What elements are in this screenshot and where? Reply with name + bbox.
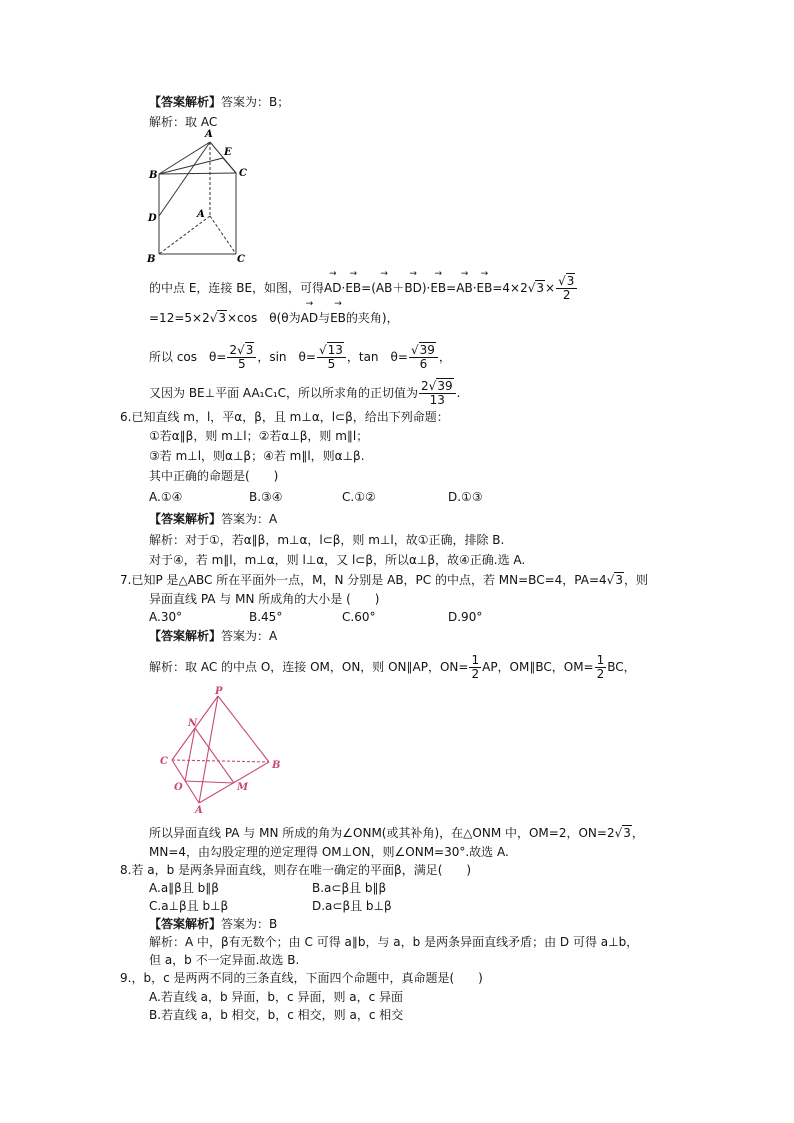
fig-label-A: A (205, 129, 213, 140)
q7-option-c: C.60° (342, 610, 376, 624)
vector-EB: → EB (330, 310, 346, 326)
text-seg: 的中点 E，连接 BE，如图，可得 (149, 281, 325, 295)
text-seg: ， (438, 350, 451, 364)
q5-answer-line (149, 94, 289, 110)
q8-option-d: D.a⊂β且 b⊥β (312, 899, 392, 913)
fraction-answer: $\frac{2√39}{13}$ (419, 380, 456, 407)
answer-text: 答案为：B (221, 917, 278, 931)
radicand: 3 (615, 573, 623, 587)
q7-option-a: A.30° (149, 610, 183, 624)
q7-stem-2: 异面直线 PA 与 MN 所成角的大小是 ( ) (149, 592, 380, 606)
q5-line3 (149, 344, 451, 371)
q6-prop-2: ③若 m⊥l，则α⊥β；④若 m∥l，则α⊥β. (149, 449, 365, 463)
text-seg: BC， (607, 660, 636, 674)
text-seg: ， (631, 826, 644, 840)
fraction: $\frac{√3}{2}$ (556, 275, 577, 302)
vector-EB: → EB (477, 280, 493, 296)
answer-tag: 【答案解析】 (149, 95, 222, 109)
text-seg: =12=5×2 (149, 311, 210, 325)
text-seg: =4×2 (492, 281, 528, 295)
text-seg: 所以异面直线 PA 与 MN 所成的角为∠ONM(或其补角)，在△ONM 中，OM=2，ON=2 (149, 826, 615, 840)
text-seg: 的夹角)， (345, 311, 399, 325)
fig-label-M: M (237, 782, 249, 793)
q5-analysis-start: 解析：取 AC (149, 115, 218, 129)
fig-label-N: N (188, 718, 198, 729)
text-seg: 与 (318, 311, 331, 325)
vector-EB: → EB (430, 280, 446, 296)
fraction-tan: $\frac{√39}{6}$ (409, 344, 438, 371)
text-seg: 解析：取 AC 的中点 O，连接 OM，ON，则 ON∥AP，ON= (149, 660, 469, 674)
q6-stem: 6.已知直线 m，l，平α，β，且 m⊥α，l⊂β，给出下列命题： (120, 410, 449, 424)
q6-option-b: B.③④ (249, 490, 283, 504)
text-seg: × (545, 281, 556, 295)
q6-option-a: A.①④ (149, 490, 183, 504)
q5-line4 (149, 380, 460, 407)
answer-text: 答案为：B； (221, 95, 290, 109)
text-seg: ×cos θ(θ为 (227, 311, 301, 325)
q7-analysis-2: 所以异面直线 PA 与 MN 所成的角为∠ONM(或其补角)，在△ONM 中，OM=2，ON=2√3， (149, 826, 644, 840)
q8-analysis-1: 解析：A 中，β有无数个；由 C 可得 a∥b，与 a，b 是两条异面直线矛盾；由 D 可得 a⊥b， (149, 935, 639, 949)
text-seg: AP，OM∥BC，OM= (482, 660, 594, 674)
fig-label-B: B (272, 760, 281, 771)
tetrahedron-figure (148, 686, 290, 814)
fig-label-D: D (148, 213, 157, 224)
fraction-half: $\frac{1}{2}$ (596, 653, 605, 681)
text-seg: ，tan θ= (346, 350, 408, 364)
q7-answer-line (149, 628, 277, 644)
fig-label-E: E (224, 147, 232, 158)
text-seg: · (472, 281, 477, 295)
q8-option-b: B.a⊂β且 b∥β (312, 881, 387, 895)
q9-option-b: B.若直线 a，b 相交，b，c 相交，则 a，c 相交 (149, 1008, 404, 1022)
q6-ask: 其中正确的命题是( ) (149, 469, 279, 483)
fig-label-C: C (239, 168, 247, 179)
q6-answer-line (149, 511, 277, 527)
q6-analysis-1: 解析：对于①，若α∥β，m⊥α，l⊂β，则 m⊥l，故①正确，排除 B. (149, 533, 505, 547)
vector-AD: → AD (301, 310, 318, 326)
text-seg: 又因为 BE⊥平面 AA₁C₁C，所以所求角的正切值为 (149, 386, 419, 400)
radicand: 3 (536, 281, 545, 295)
fig-label-C1: C (237, 254, 245, 265)
fraction-sin: $\frac{√13}{5}$ (317, 344, 346, 371)
q6-option-d: D.①③ (448, 490, 483, 504)
fraction-cos: $\frac{2√3}{5}$ (227, 344, 256, 371)
fig-label-B1: B (147, 254, 156, 265)
vector-AD: → AD (324, 280, 341, 296)
prism-figure (143, 128, 253, 266)
q6-option-c: C.①② (342, 490, 376, 504)
text-seg: · (341, 281, 346, 295)
answer-tag: 【答案解析】 (149, 629, 222, 643)
q7-analysis-1 (149, 654, 636, 681)
q8-analysis-2: 但 a，b 不一定异面.故选 B. (149, 953, 300, 967)
fig-label-C: C (160, 756, 168, 767)
vector-AB: → AB (456, 280, 472, 296)
q5-line1: 的中点 E，连接 BE，如图，可得→ AD·→ EB=(→ AB＋→ BD)·→ EB=→ AB·→ EB=4×2√3× $\frac{√3}{2}$ (149, 275, 578, 302)
radicand: 3 (218, 311, 226, 325)
fig-label-A1: A (197, 209, 205, 220)
q8-option-c: C.a⊥β且 b⊥β (149, 899, 229, 913)
q8-stem: 8.若 a，b 是两条异面直线，则存在唯一确定的平面β，满足( ) (120, 863, 472, 877)
text-seg: ＋ (392, 281, 405, 295)
answer-tag: 【答案解析】 (149, 917, 222, 931)
vector-EB: → EB (345, 280, 361, 296)
vector-BD: → BD (404, 280, 421, 296)
q6-analysis-2: 对于④，若 m∥l，m⊥α，则 l⊥α，又 l⊂β，所以α⊥β，故④正确.选 A. (149, 553, 526, 567)
text-seg: . (456, 386, 461, 400)
text-seg: =( (361, 281, 376, 295)
text-seg: 所以 cos θ= (149, 350, 227, 364)
text-seg: )· (421, 281, 431, 295)
q9-stem: 9.，b，c 是两两不同的三条直线，下面四个命题中，真命题是( ) (120, 971, 483, 985)
fraction-half: $\frac{1}{2}$ (471, 653, 480, 681)
fig-label-P: P (215, 686, 223, 697)
q8-answer-line (149, 916, 277, 932)
fig-label-O: O (174, 782, 183, 793)
q8-option-a: A.a∥β且 b∥β (149, 881, 219, 895)
q9-option-a: A.若直线 a，b 异面，b，c 异面，则 a，c 异面 (149, 990, 404, 1004)
q7-analysis-3: MN=4，由勾股定理的逆定理得 OM⊥ON，则∠ONM=30°.故选 A. (149, 845, 509, 859)
radicand: 3 (623, 826, 631, 840)
fig-label-B: B (149, 170, 158, 181)
fig-label-A: A (195, 805, 203, 814)
text-seg: ，sin θ= (257, 350, 316, 364)
q7-option-b: B.45° (249, 610, 283, 624)
answer-text: 答案为：A (221, 629, 278, 643)
text-seg: ，则 (623, 573, 648, 587)
q6-prop-1: ①若α∥β，则 m⊥l；②若α⊥β，则 m∥l； (149, 429, 369, 443)
text-seg: 7.已知P 是△ABC 所在平面外一点，M，N 分别是 AB，PC 的中点，若 MN=BC=4，PA=4 (120, 573, 607, 587)
vector-AB: → AB (376, 280, 392, 296)
answer-tag: 【答案解析】 (149, 512, 222, 526)
text-seg: = (446, 281, 457, 295)
q5-line2: =12=5×2√3×cos θ(θ为→ AD与→ EB的夹角)， (149, 310, 399, 326)
q7-stem: 7.已知P 是△ABC 所在平面外一点，M，N 分别是 AB，PC 的中点，若 MN=BC=4，PA=4√3，则 (120, 573, 648, 587)
q7-option-d: D.90° (448, 610, 483, 624)
answer-text: 答案为：A (221, 512, 278, 526)
